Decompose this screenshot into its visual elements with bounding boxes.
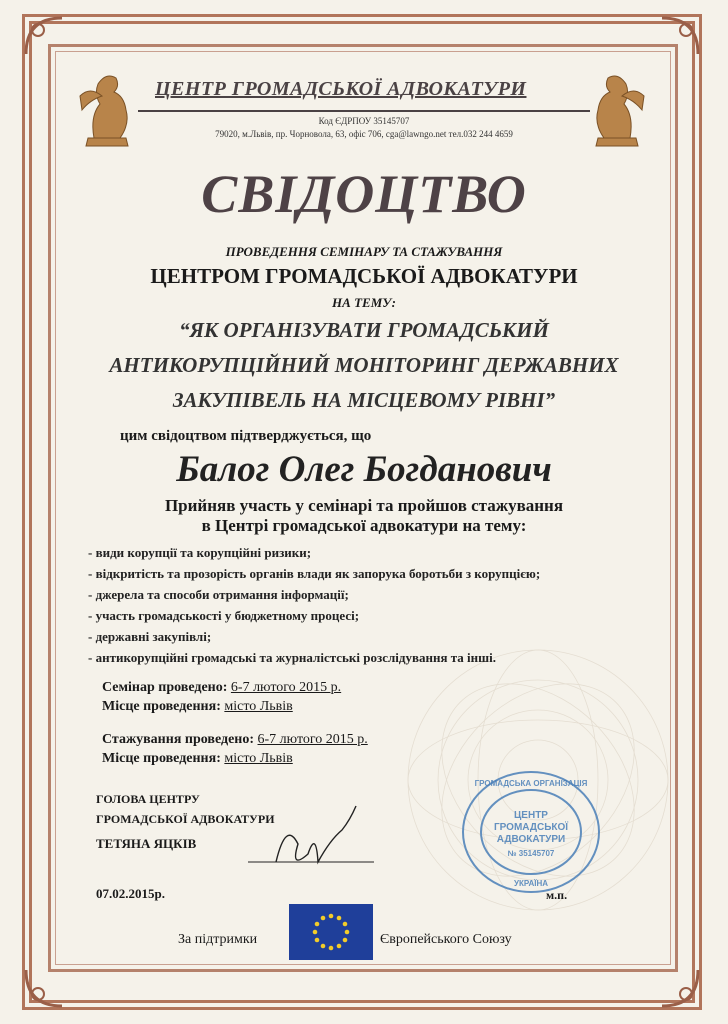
stamp-line-2: ГРОМАДСЬКОЇ [493,822,569,833]
stamp-line-1: ЦЕНТР [514,810,548,821]
header-divider [138,110,590,112]
subtitle-line-3: НА ТЕМУ: [332,295,396,310]
recipient-name: Балог Олег Богданович [176,449,552,490]
internship-date-row [102,732,368,748]
document-title: СВІДОЦТВО [201,164,527,224]
topic-line-1: “ЯК ОРГАНІЗУВАТИ ГРОМАДСЬКИЙ [179,318,549,342]
confirmation-text: цим свідоцтвом підтверджується, що [120,428,372,444]
support-text-left: За підтримки [178,932,258,947]
seminar-place-value: місто Львів [224,699,293,714]
participation-line-2: в Центрі громадської адвокатури на тему: [201,516,527,535]
list-item: - участь громадськості у бюджетному процесі; [88,608,360,623]
eu-flag [289,904,373,960]
signatory-name: ТЕТЯНА ЯЦКІВ [96,836,197,851]
seal-mark: м.п. [546,888,568,902]
subtitle-line-1: ПРОВЕДЕННЯ СЕМІНАРУ ТА СТАЖУВАННЯ [225,244,503,259]
seminar-date-value: 6-7 лютого 2015 р. [230,680,342,695]
organization-stamp [460,768,602,896]
signatory-title-1: ГОЛОВА ЦЕНТРУ [96,792,200,806]
seminar-date-label: Семінар проведено: [102,680,231,695]
organization-address: 79020, м.Львів, пр. Чорновола, 63, офіс 706, cga@lawngo.net тел.032 244 4659 [215,129,513,139]
signatory-title-2: ГРОМАДСЬКОЇ АДВОКАТУРИ [96,812,275,826]
internship-date-value: 6-7 лютого 2015 р. [257,732,368,747]
griffin-icon [76,66,138,152]
corner-ornament-icon [22,14,66,58]
list-item: - відкритість та прозорість органів влади як запорука боротьби з корупцією; [88,566,541,581]
stamp-number: № 35145707 [507,849,555,858]
corner-ornament-icon [22,966,66,1010]
corner-ornament-icon [658,966,702,1010]
organization-header-title: ЦЕНТР ГРОМАДСЬКОЇ АДВОКАТУРИ [155,78,527,100]
griffin-icon [586,66,648,152]
stamp-ring-top: ГРОМАДСЬКА ОРГАНІЗАЦІЯ [474,779,588,788]
topic-line-3: ЗАКУПІВЕЛЬ НА МІСЦЕВОМУ РІВНІ” [172,388,556,412]
list-item: - види корупції та корупційні ризики; [88,545,312,560]
corner-ornament-icon [658,14,702,58]
internship-date-label: Стажування проведено: [102,732,258,747]
seminar-place-label: Місце проведення: [102,699,225,714]
issue-date: 07.02.2015р. [96,886,165,901]
list-item: - джерела та способи отримання інформації; [88,587,349,602]
topic-line-2: АНТИКОРУПЦІЙНИЙ МОНІТОРИНГ ДЕРЖАВНИХ [109,353,619,377]
handwritten-signature [246,800,376,886]
list-item: - антикорупційні громадські та журналістські розслідування та інші. [88,650,496,665]
internship-place-label: Місце проведення: [102,751,225,766]
stamp-line-3: АДВОКАТУРИ [496,834,566,845]
participation-line-1: Прийняв участь у семінарі та пройшов стажування [164,496,564,515]
internship-place-value: місто Львів [224,751,293,766]
subtitle-line-2: ЦЕНТРОМ ГРОМАДСЬКОЇ АДВОКАТУРИ [150,264,578,288]
organization-code: Код ЄДРПОУ 35145707 [318,116,410,126]
list-item: - державні закупівлі; [88,629,212,644]
stamp-ring-bottom: УКРАЇНА [513,879,549,888]
support-text-right: Європейського Союзу [380,932,512,947]
seminar-date-row [102,680,341,696]
internship-place-row [102,751,293,767]
seminar-place-row [102,699,293,715]
